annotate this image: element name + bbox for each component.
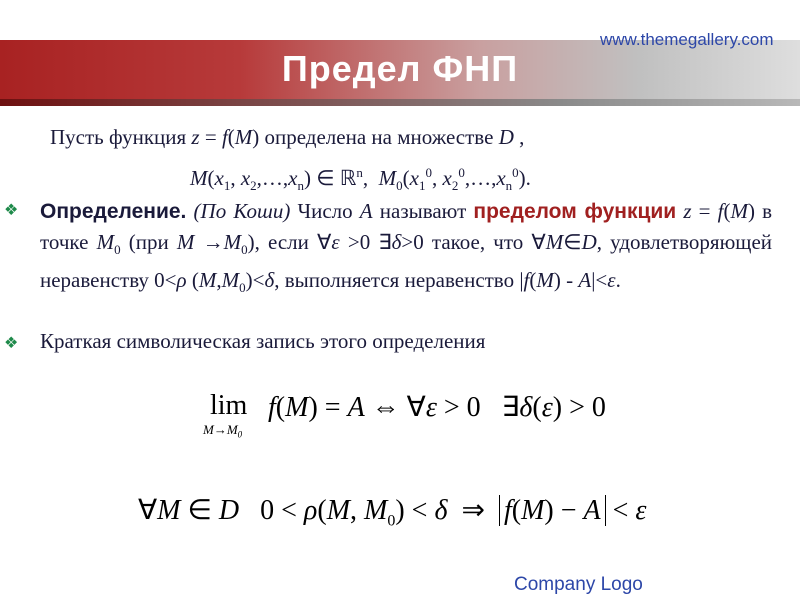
slide-title: Предел ФНП [281,48,519,89]
watermark-url: www.themegallery.com [600,30,774,49]
banner-shadow [0,99,800,106]
intro-line-2: $M(x_1$, $x_2,\dots,x_n$) ∈ ℝ$^n$, $M_0(x_1^0$, $x_2^0,\dots,x_n^0$). [190,165,531,194]
definition-cauchy: (По Коши) [193,199,291,223]
company-logo-text: Company Logo [514,574,643,595]
lim-word: lim [210,390,248,421]
intro-line-1: Пусть функция z = f(M) определена на множестве D , [50,125,525,149]
formula-2: ∀M ∈ D 0 < ρ(M, $M_0) < \delta$ ⇒ f(M) − A < ε [138,495,647,530]
diamond-bullet-icon: ❖ [4,202,19,219]
bullet-2-text: Краткая символическая запись этого определения [40,329,486,353]
definition-highlight: пределом функции [473,200,677,223]
definition-label: Определение. [40,200,187,223]
formula-lim [210,390,247,422]
formula-1-rest: f(M) = A ⇔ ∀ε > 0 ∃δ(ε) > 0 [268,392,606,423]
lim-subscript: $M\to M_0$ [203,422,243,440]
definition-paragraph: Определение. (По Коши) Число A называют пределом функции z = f(M) в точке $M_0$ (при $M \to M_0$), если ∀ε >0 ∃δ>0 такое, что ∀M∈D, удовлетворяющей неравенству 0<ρ $(M,M_0)<\delta$, выполняется неравенство |f(M) - A|<ε. [40,199,773,296]
diamond-bullet-icon-2: ❖ [4,335,19,352]
